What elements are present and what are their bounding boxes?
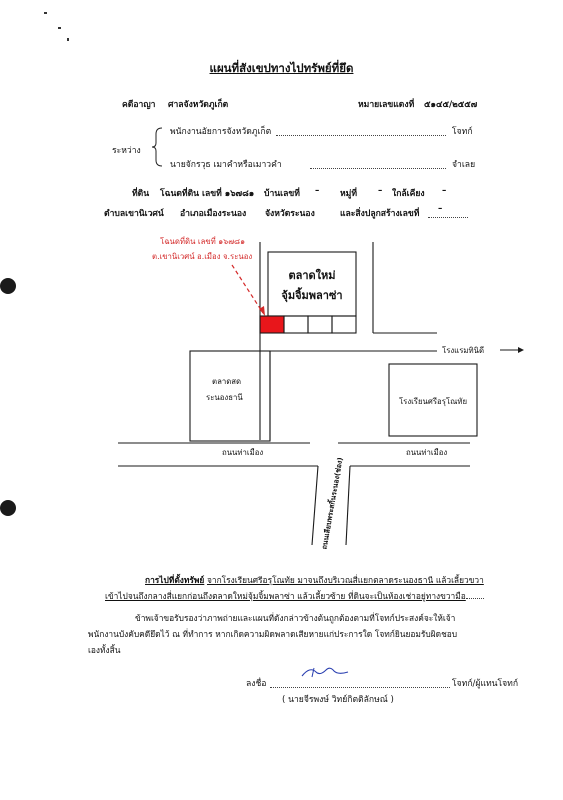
plaintiff-role: โจทก์ [452, 127, 473, 137]
property-dash-2: – [378, 186, 383, 196]
certification-line-1: ข้าพเจ้าขอรับรองว่าภาพถ่ายและแผนที่ดังกล่าวข้างต้นถูกต้องตามที่โจทก์ประสงค์จะให้เจ้า [135, 613, 456, 623]
location-province: จังหวัดระนอง [265, 209, 315, 219]
between-label: ระหว่าง [112, 146, 141, 156]
directions-label: การไปที่ตั้งทรัพย์ [145, 575, 205, 585]
certification-line-3: เองทั้งสิ้น [88, 645, 121, 655]
property-moo-label: หมู่ที่ [340, 189, 357, 199]
case-label: คดีอาญา [122, 100, 156, 110]
hotel-label: โรงแรมทินิดี [442, 346, 485, 355]
school-label: โรงเรียนศรีอรุโณทัย [398, 397, 468, 406]
callout-location-label: ต.เขานิเวศน์ อ.เมือง จ.ระนอง [152, 252, 253, 261]
diagonal-road-edge [346, 466, 350, 545]
new-market-building [268, 252, 356, 316]
property-house-label: บ้านเลขที่ [264, 189, 300, 199]
plot-cell [284, 316, 308, 333]
defendant-name: นายจักรวุธ เมาคำหรือเมาวคำ [170, 160, 282, 170]
defendant-role: จำเลย [452, 160, 476, 170]
location-building-label: และสิ่งปลูกสร้างเลขที่ [340, 209, 420, 219]
fresh-market-label: ตลาดสด [212, 377, 242, 386]
directions-paragraph [88, 572, 525, 658]
callout-arrow [232, 265, 263, 313]
signature-role: โจทก์/ผู้แทนโจทก์ [452, 679, 519, 689]
signature-dotline [270, 678, 450, 688]
plot-cell-red [260, 316, 284, 333]
court-name: ศาลจังหวัดภูเก็ต [168, 100, 229, 110]
location-dash: – [438, 204, 443, 214]
property-land-label: ที่ดิน [132, 189, 150, 199]
signatory-name: ( นายจีรพงษ์ วิทย์กิตติลักษณ์ ) [282, 695, 394, 705]
road-label-right: ถนนท่าเมือง [406, 448, 448, 457]
hotel-arrow-head [518, 347, 524, 353]
new-market-label: ตลาดใหม่ [288, 269, 336, 282]
property-near-label: ใกล้เคียง [392, 189, 425, 199]
plaintiff-name: พนักงานอัยการจังหวัดภูเก็ต [170, 127, 272, 137]
road-label-vertical: ถนนเลียบพระสกิ้นระนอง(ช่อง) [320, 456, 345, 550]
location-subdistrict: ตำบลเขานิเวศน์ [104, 209, 164, 219]
directions-line-1: จากโรงเรียนศรีอรุโณทัย มาจนถึงบริเวณสี่แยกตลาดระนองธานี แล้วเลี้ยวขวา [206, 575, 484, 585]
directions-line-2: เข้าไปจนถึงกลางสี่แยกก่อนถึงตลาดใหม่จุ้มจิ้มพลาซ่า แล้วเลี้ยวซ้าย ที่ดินจะเป็นห้องเช่าอยู่ทางขวามือ [105, 591, 466, 601]
plot-cell [308, 316, 332, 333]
diagonal-road-edge [312, 466, 318, 545]
property-dash-3: – [442, 186, 447, 196]
certification-line-2: พนักงานบังคับคดียึดไว้ ณ ที่ทำการ หากเกิดความผิดพลาดเสียหายแก่ประการใด โจทก์ยินยอมรับผิดชอบ [88, 629, 458, 639]
location-district: อำเภอเมืองระนอง [180, 209, 247, 219]
signature-label: ลงชื่อ [246, 679, 267, 689]
fresh-market-name: ระนองธานี [206, 393, 243, 402]
plot-cell [332, 316, 356, 333]
black-case-number: ๕๑๔๕/๒๕๕๗ [424, 100, 478, 110]
black-case-label: หมายเลขแดงที่ [358, 100, 415, 110]
document-title: แผนที่สังเขปทางไปทรัพย์ที่ยึด [209, 61, 354, 75]
callout-deed-label: โฉนดที่ดิน เลขที่ ๑๖๗๘๑ [160, 237, 246, 246]
new-market-name: จุ้มจิ้มพลาซ่า [281, 289, 343, 302]
property-dash-1: – [315, 186, 320, 196]
property-deed: โฉนดที่ดิน เลขที่ ๑๖๗๘๑ [160, 189, 255, 199]
road-label-left: ถนนท่าเมือง [222, 448, 264, 457]
